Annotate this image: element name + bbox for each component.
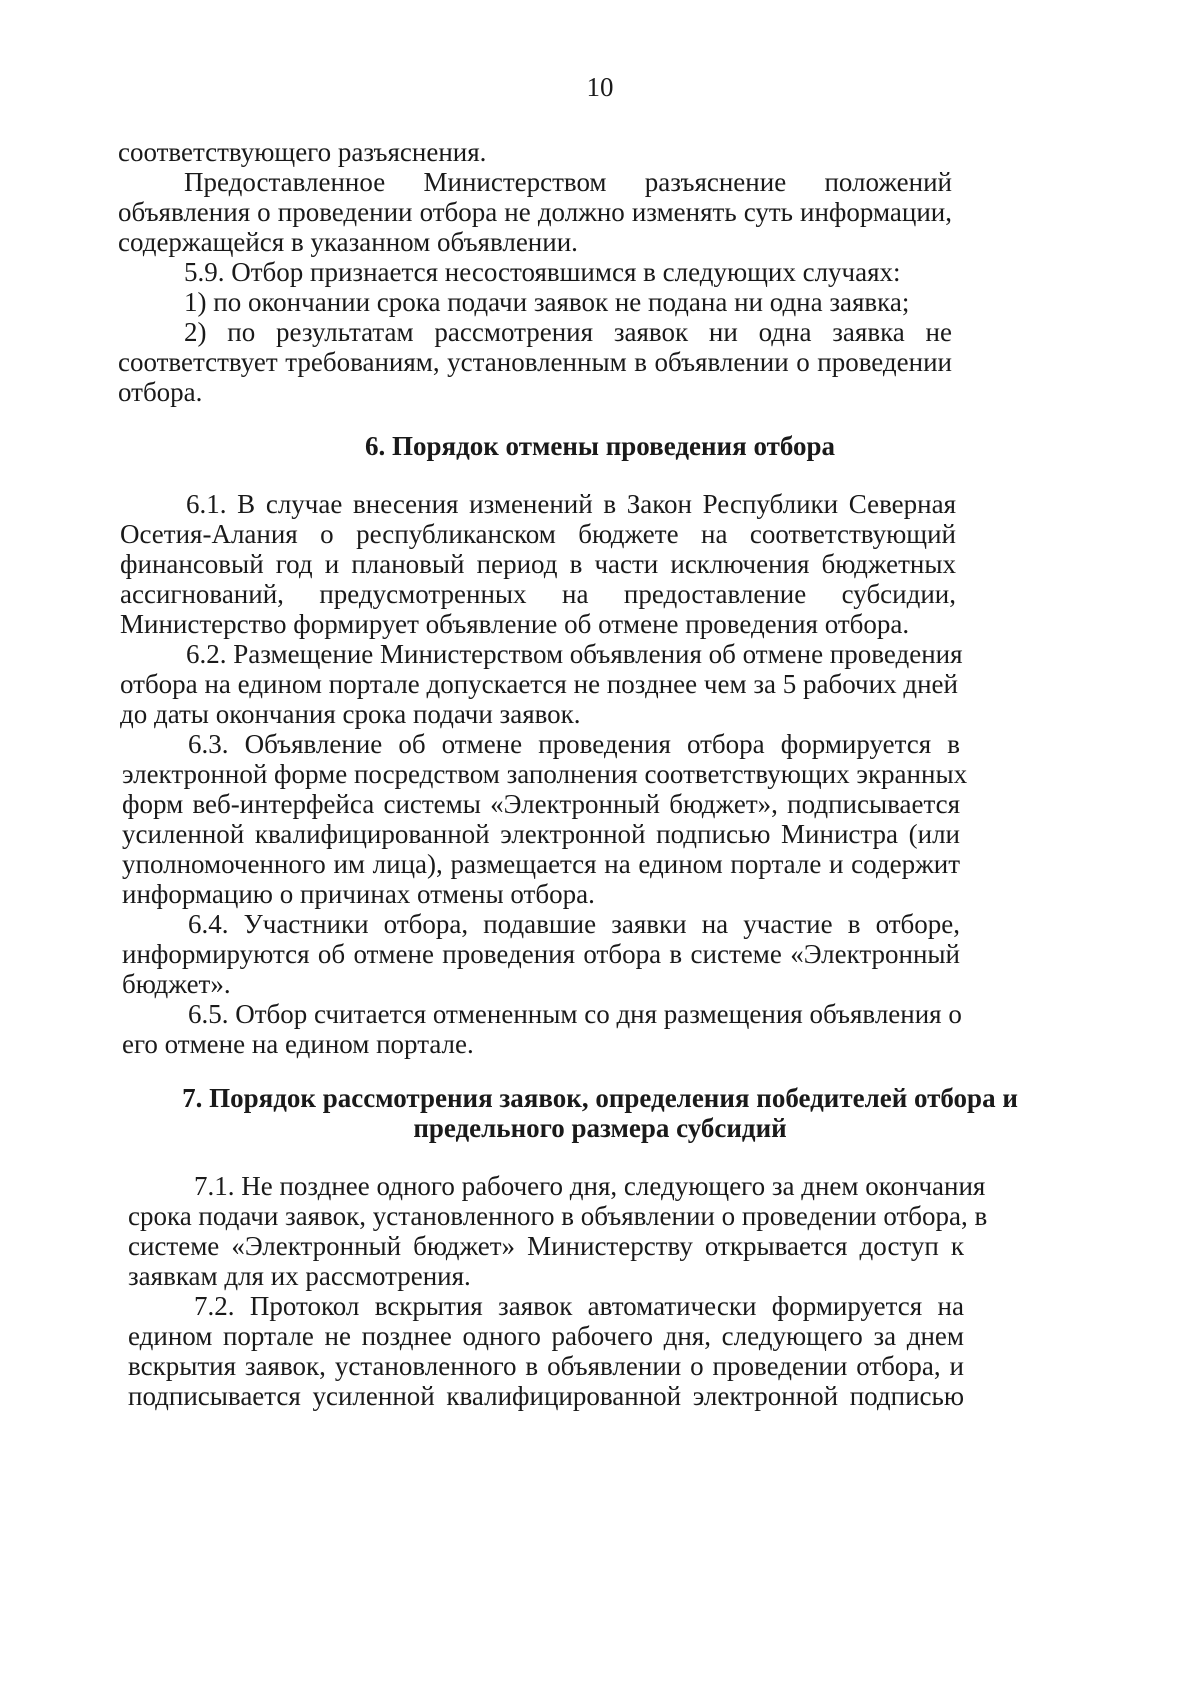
- text-line: его отмене на едином портале.: [122, 1029, 474, 1059]
- text-line: усиленной квалифицированной электронной подписью Министра (или: [122, 819, 960, 849]
- text-line: соответствующего разъяснения.: [118, 137, 487, 167]
- text-line: 7.1. Не позднее одного рабочего дня, следующего за днем окончания: [194, 1171, 986, 1201]
- text-line: электронной форме посредством заполнения соответствующих экранных: [122, 759, 968, 789]
- section-heading: 6. Порядок отмены проведения отбора: [364, 431, 836, 461]
- text-line: едином портале не позднее одного рабочего дня, следующего за днем: [128, 1321, 964, 1351]
- text-line: финансовый год и плановый период в части исключения бюджетных: [120, 549, 956, 579]
- section-heading: 7. Порядок рассмотрения заявок, определения победителей отбора и: [182, 1083, 1018, 1113]
- text-line: 1) по окончании срока подачи заявок не подана ни одна заявка;: [184, 287, 910, 317]
- text-line: Министерство формирует объявление об отмене проведения отбора.: [120, 609, 910, 639]
- text-line: объявления о проведении отбора не должно изменять суть информации,: [118, 197, 952, 227]
- text-line: ассигнований, предусмотренных на предоставление субсидии,: [120, 579, 956, 609]
- text-line: 5.9. Отбор признается несостоявшимся в следующих случаях:: [184, 257, 901, 287]
- text-line: Предоставленное Министерством разъяснение положений: [184, 167, 952, 197]
- text-line: 2) по результатам рассмотрения заявок ни одна заявка не: [184, 317, 952, 347]
- text-line: уполномоченного им лица), размещается на едином портале и содержит: [122, 849, 960, 879]
- text-line: 6.3. Объявление об отмене проведения отбора формируется в: [188, 729, 960, 759]
- text-line: форм веб-интерфейса системы «Электронный бюджет», подписывается: [122, 789, 960, 819]
- text-line: отбора на едином портале допускается не позднее чем за 5 рабочих дней: [120, 669, 958, 699]
- section-heading: предельного размера субсидий: [413, 1113, 787, 1143]
- text-line: соответствует требованиям, установленным в объявлении о проведении: [118, 347, 952, 377]
- text-line: информацию о причинах отмены отбора.: [122, 879, 595, 909]
- text-line: 6.2. Размещение Министерством объявления об отмене проведения: [186, 639, 963, 669]
- text-line: системе «Электронный бюджет» Министерству открывается доступ к: [128, 1231, 964, 1261]
- text-line: бюджет».: [122, 969, 231, 999]
- text-line: 7.2. Протокол вскрытия заявок автоматически формируется на: [194, 1291, 964, 1321]
- text-line: до даты окончания срока подачи заявок.: [120, 699, 581, 729]
- text-line: заявкам для их рассмотрения.: [128, 1261, 471, 1291]
- page-number: 10: [586, 72, 614, 102]
- text-line: информируются об отмене проведения отбора в системе «Электронный: [122, 939, 960, 969]
- text-line: отбора.: [118, 377, 203, 407]
- text-line: 6.5. Отбор считается отмененным со дня размещения объявления о: [188, 999, 962, 1029]
- text-line: Осетия-Алания о республиканском бюджете на соответствующий: [120, 519, 956, 549]
- text-line: содержащейся в указанном объявлении.: [118, 227, 578, 257]
- text-line: подписывается усиленной квалифицированной электронной подписью: [128, 1381, 964, 1411]
- text-line: вскрытия заявок, установленного в объявлении о проведении отбора, и: [128, 1351, 964, 1381]
- text-line: 6.1. В случае внесения изменений в Закон Республики Северная: [186, 489, 956, 519]
- text-line: 6.4. Участники отбора, подавшие заявки на участие в отборе,: [188, 909, 960, 939]
- text-line: срока подачи заявок, установленного в объявлении о проведении отбора, в: [128, 1201, 988, 1231]
